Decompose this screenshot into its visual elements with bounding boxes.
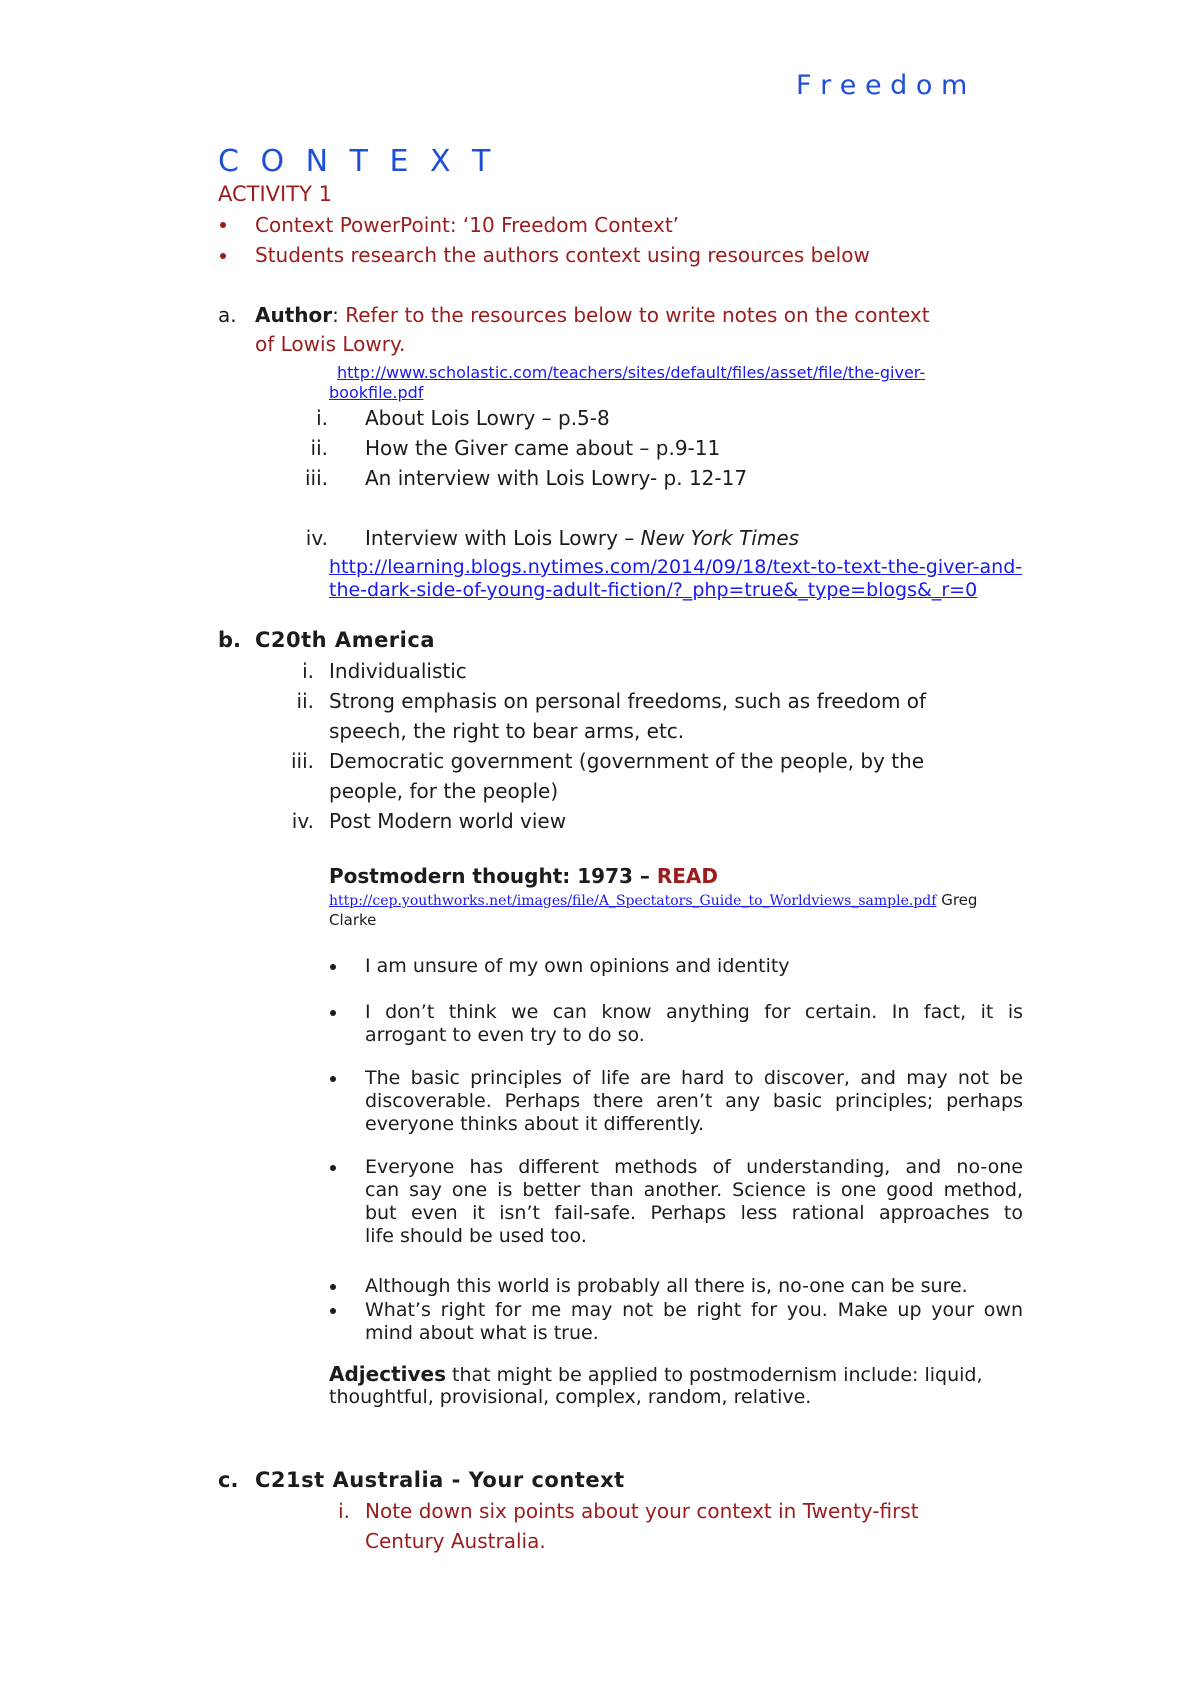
scholastic-link-cont[interactable]: bookfile.pdf [329,383,424,402]
postmodern-bullet-cont: mind about what is true. [365,1322,599,1344]
section-a-description-cont: of Lowis Lowry. [255,332,406,356]
postmodern-bullet-cont: can say one is better than another. Science is one good method, [365,1179,1023,1201]
list-item: Individualistic [329,659,467,683]
nytimes-link-cont[interactable]: the-dark-side-of-young-adult-fiction/?_php=true&_type=blogs&_r=0 [329,579,978,601]
list-number: iii. [304,466,328,490]
postmodern-title [329,864,718,888]
bullet-icon [330,1308,336,1314]
adjectives-paragraph [329,1362,983,1386]
section-a-description: Refer to the resources below to write notes on the context [338,303,930,327]
list-item-cont: Century Australia. [365,1529,546,1553]
postmodern-bullet: I don’t think we can know anything for certain. In fact, it is [365,1001,1023,1023]
scholastic-link-line1[interactable]: http://www.scholastic.com/teachers/sites/default/files/asset/file/the-giver- [337,363,926,382]
postmodern-bullet-cont: life should be used too. [365,1225,587,1247]
list-number: i. [338,1499,350,1523]
postmodern-bullet: I am unsure of my own opinions and identity [365,955,790,977]
adjectives-text: that might be applied to postmodernism include: liquid, [446,1364,983,1386]
bullet-icon [220,253,226,259]
list-number: ii. [296,689,314,713]
newspaper-title: New York Times [640,526,800,550]
list-number: iii. [290,749,314,773]
list-item-cont: speech, the right to bear arms, etc. [329,719,685,743]
list-item [365,526,799,550]
postmodern-source [329,891,977,909]
source-author: Greg [936,891,978,909]
postmodern-bullet-cont: discoverable. Perhaps there aren’t any basic principles; perhaps [365,1090,1023,1112]
list-number: i. [302,659,314,683]
bullet-icon [330,964,336,970]
section-a-marker: a. [218,303,237,327]
section-b-marker: b. [218,628,242,652]
bullet-icon [330,1284,336,1290]
activity-bullet: Students research the authors context using resources below [255,243,870,267]
list-item: How the Giver came about – p.9-11 [365,436,721,460]
postmodern-bullet: Everyone has different methods of understanding, and no-one [365,1156,1023,1178]
header-title: F r e e d o m [796,70,968,101]
list-item: An interview with Lois Lowry- p. 12-17 [365,466,748,490]
section-a-colon: : [332,303,339,327]
list-number: i. [316,406,328,430]
bullet-icon [330,1076,336,1082]
activity-bullet: Context PowerPoint: ‘10 Freedom Context’ [255,213,680,237]
section-a-label: Author [255,303,333,327]
section-a-heading [255,303,930,327]
section-c-marker: c. [218,1468,239,1492]
section-c-title: C21st Australia - Your context [255,1468,625,1492]
source-author-cont: Clarke [329,911,377,929]
list-item: Strong emphasis on personal freedoms, such as freedom of [329,689,927,713]
postmodern-bullet: Although this world is probably all there is, no-one can be sure. [365,1275,968,1297]
list-item: Note down six points about your context in Twenty-first [365,1499,919,1523]
nytimes-link[interactable]: http://learning.blogs.nytimes.com/2014/09/18/text-to-text-the-giver-and- [329,556,1023,578]
list-item: Democratic government (government of the people, by the [329,749,925,773]
postmodern-bullet: What’s right for me may not be right for you. Make up your own [365,1299,1023,1321]
postmodern-bullet: The basic principles of life are hard to discover, and may not be [365,1067,1023,1089]
activity-title: ACTIVITY 1 [218,182,332,206]
bullet-icon [330,1165,336,1171]
read-label: READ [656,864,718,888]
page-heading: C O N T E X T [218,144,495,179]
bullet-icon [330,1010,336,1016]
postmodern-title-text: Postmodern thought: 1973 – [329,864,657,888]
adjectives-label: Adjectives [329,1362,446,1386]
postmodern-bullet-cont: everyone thinks about it differently. [365,1113,705,1135]
bullet-icon [220,222,226,228]
scholastic-link[interactable] [337,363,925,382]
section-b-title: C20th America [255,628,435,652]
list-item: Post Modern world view [329,809,567,833]
worldviews-link[interactable]: http://cep.youthworks.net/images/file/A_Spectators_Guide_to_Worldviews_sample.pdf [329,893,937,909]
list-item: About Lois Lowry – p.5-8 [365,406,610,430]
list-item-text: Interview with Lois Lowry – [365,526,641,550]
list-number: ii. [310,436,328,460]
list-number: iv. [291,809,314,833]
adjectives-text-cont: thoughtful, provisional, complex, random, relative. [329,1386,812,1408]
list-item-cont: people, for the people) [329,779,559,803]
postmodern-bullet-cont: but even it isn’t fail-safe. Perhaps less rational approaches to [365,1202,1023,1224]
list-number: iv. [305,526,328,550]
postmodern-bullet-cont: arrogant to even try to do so. [365,1024,645,1046]
